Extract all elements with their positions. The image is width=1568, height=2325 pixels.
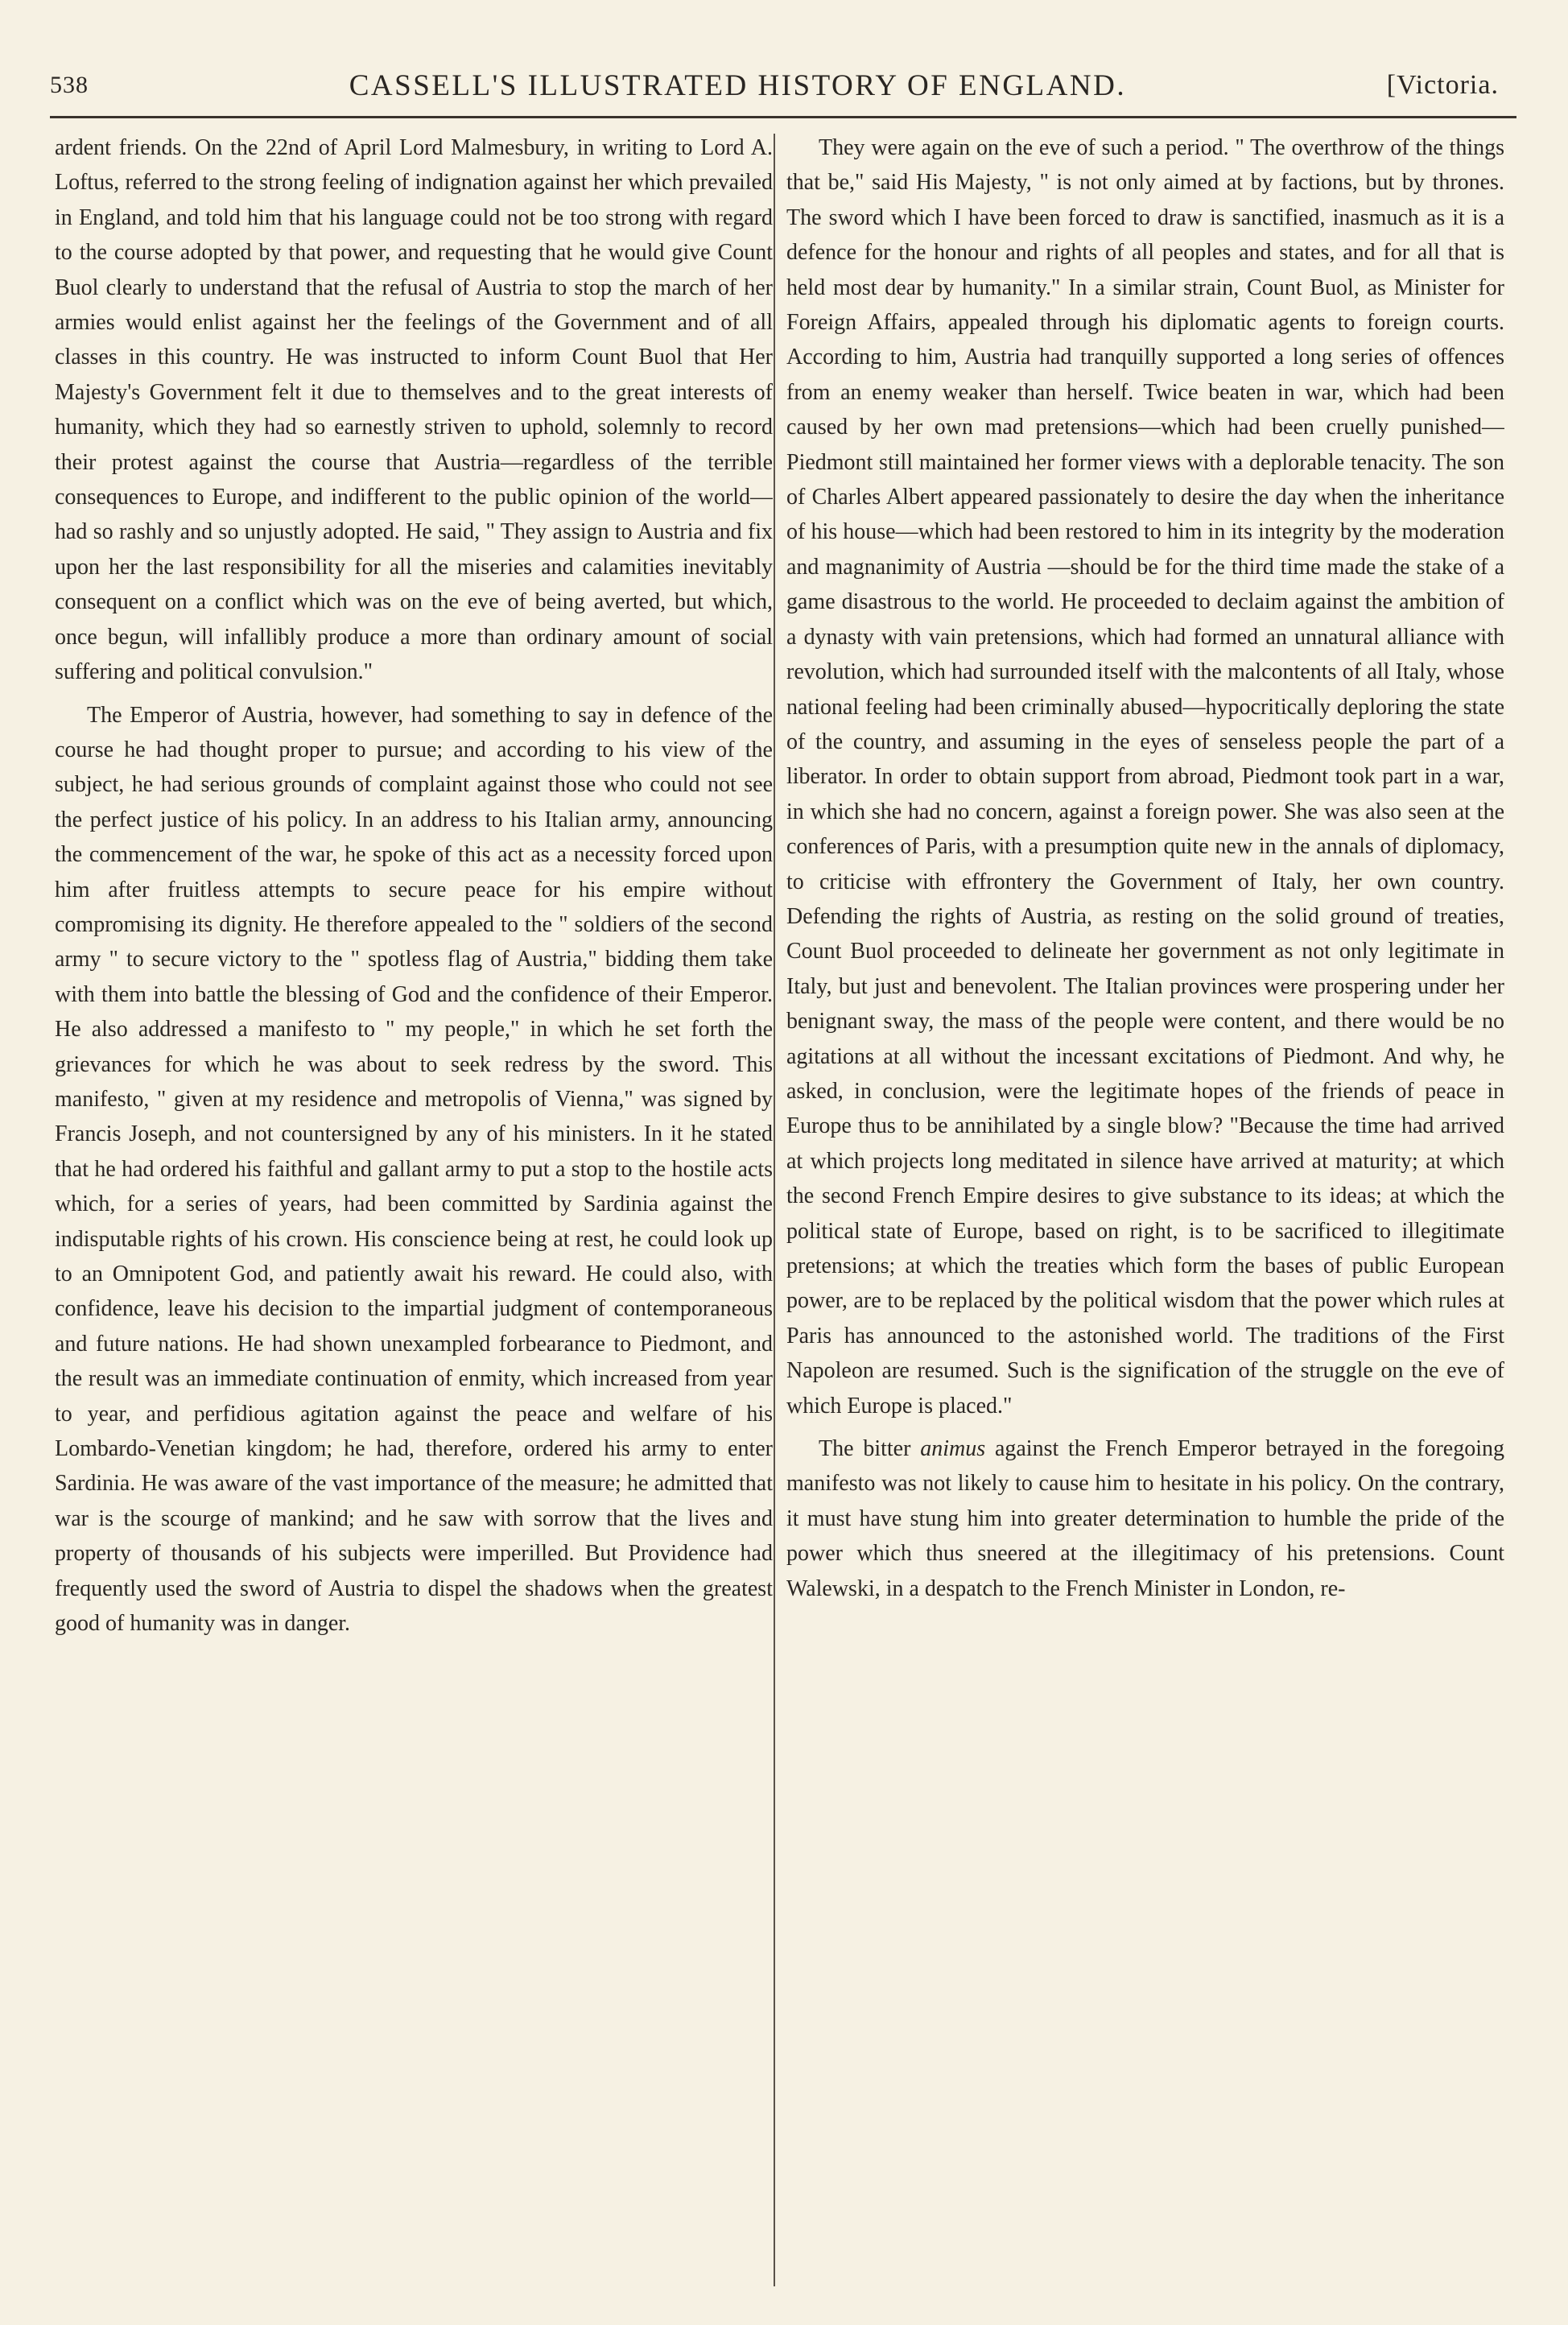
right-paragraph-2-rest: against the French Emperor betrayed in the foregoing manifesto was not likely to cause him to hesitate in his policy. On the contrary, it must have stung him into greater determination to humble the pride of the power which thus sneered at the illegitimacy of his pretensions. Count Walewski, in a despatch to the French Minister in London, re- xyxy=(786,1436,1504,1601)
left-paragraph-1: ardent friends. On the 22nd of April Lord Malmesbury, in writing to Lord A. Loftus, referred to the strong feeling of indignation against her which prevailed in England, and told him that his language could not be too strong with regard to the course adopted by that power, and requesting that he would give Count Buol clearly to understand that the refusal of Austria to stop the march of her armies would enlist against her the feelings of the Government and of all classes in this country. He was instructed to inform Count Buol that Her Majesty's Government felt it due to themselves and to the great interests of humanity, which they had so earnestly striven to uphold, solemnly to record their protest against the course that Austria—regardless of the terrible consequences to Europe, and indifferent to the public opinion of the world—had so rashly and so unjustly adopted. He said, " They assign to Austria and fix upon her the last responsibility for all the miseries and calamities inevitably consequent on a conflict which was on the eve of being averted, but which, once begun, will infallibly produce a more than ordinary amount of social suffering and political convulsion." xyxy=(55,135,773,685)
column-divider xyxy=(774,134,775,2286)
page-number: 538 xyxy=(50,72,89,98)
left-column xyxy=(55,130,773,2288)
right-paragraph-2-start: The bitter xyxy=(819,1436,921,1462)
right-paragraph-1: They were again on the eve of such a period. " The overthrow of the things that be," said His Majesty, " is not only aimed at by factions, but by thrones. The sword which I have been forced to draw is sanctified, inasmuch as it is a defence for the honour and rights of all peoples and states, and for all that is held most dear by humanity." In a similar strain, Count Buol, as Minister for Foreign Affairs, appealed through his diplomatic agents to foreign courts. According to him, Austria had tranquilly supported a long series of offences from an enemy weaker than herself. Twice beaten in war, which had been caused by her own mad pretensions—which had been cruelly punished—Piedmont still maintained her former views with a deplorable tenacity. The son of Charles Albert appeared passionately to desire the day when the inheritance of his house—which had been restored to him in its integrity by the moderation and magnanimity of Austria —should be for the third time made the stake of a game disastrous to the world. He proceeded to declaim against the ambition of a dynasty with vain pretensions, which had formed an unnatural alliance with revolution, which had surrounded itself with the malcontents of all Italy, whose national feeling had been criminally abused—hypocritically deploring the state of the country, and assuming in the eyes of senseless people the part of a liberator. In order to obtain support from abroad, Piedmont took part in a war, in which she had no concern, against a foreign power. She was also seen at the conferences of Paris, with a presumption quite new in the annals of diplomacy, to criticise with effrontery the Government of Italy, her own country. Defending the rights of Austria, as resting on the solid ground of treaties, Count Buol proceeded to delineate her government as not only legitimate in Italy, but just and benevolent. The Italian provinces were prospering under her benignant sway, the mass of the people were content, and there would be no agitations at all without the incessant excitations of Piedmont. And why, he asked, in conclusion, were the legitimate hopes of the friends of peace in Europe thus to be annihilated by a single blow? "Because the time had arrived at which projects long meditated in silence have arrived at maturity; at which the second French Empire desires to give substance to its ideas; at which the political state of Europe, based on right, is to be sacrificed to illegitimate pretensions; at which the treaties which form the bases of public European power, are to be replaced by the political wisdom that the power which rules at Paris has announced to the astonished world. The traditions of the First Napoleon are resumed. Such is the signification of the struggle on the eve of which Europe is placed." xyxy=(786,135,1504,1419)
left-paragraph-2: The Emperor of Austria, however, had something to say in defence of the course he had thought proper to pursue; and according to his view of the subject, he had serious grounds of complaint against those who could not see the perfect justice of his policy. In an address to his Italian army, announcing the commencement of the war, he spoke of this act as a necessity forced upon him after fruitless attempts to secure peace for his empire without compromising its dignity. He therefore appealed to the " soldiers of the second army " to secure victory to the " spotless flag of Austria," bidding them take with them into battle the blessing of God and the confidence of their Emperor. He also addressed a manifesto to " my people," in which he set forth the grievances for which he was about to seek redress by the sword. This manifesto, " given at my residence and metropolis of Vienna," was signed by Francis Joseph, and not countersigned by any of his ministers. In it he stated that he had ordered his faithful and gallant army to put a stop to the hostile acts which, for a series of years, had been committed by Sardinia against the indisputable rights of his crown. His conscience being at rest, he could look up to an Omnipotent God, and patiently await his reward. He could also, with confidence, leave his decision to the impartial judgment of contemporaneous and future nations. He had shown unexampled forbearance to Piedmont, and the result was an immediate continuation of enmity, which increased from year to year, and perfidious agitation against the peace and welfare of his Lombardo-Venetian kingdom; he had, therefore, ordered his army to enter Sardinia. He was aware of the vast importance of the measure; he admitted that war is the scourge of mankind; and he saw with sorrow that the lives and property of thousands of his subjects were imperilled. But Providence had frequently used the sword of Austria to dispel the shadows when the greatest good of humanity was in danger. xyxy=(55,702,773,1637)
right-column xyxy=(786,130,1504,2288)
right-paragraph-2 xyxy=(786,1431,1504,1606)
running-title: CASSELL'S ILLUSTRATED HISTORY OF ENGLAND. xyxy=(349,68,1127,102)
header-rule xyxy=(50,116,1516,118)
italic-word: animus xyxy=(920,1436,986,1462)
running-header xyxy=(50,63,1499,108)
section-label: [Victoria. xyxy=(1386,70,1499,100)
